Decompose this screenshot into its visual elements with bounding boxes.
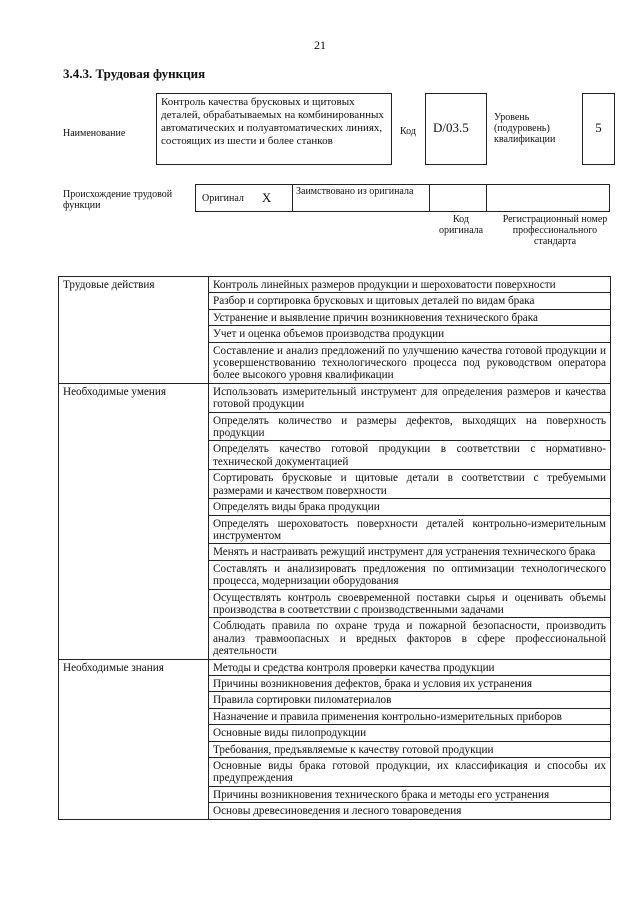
list-item: Правила сортировки пиломатериалов — [209, 692, 610, 708]
list-item: Соблюдать правила по охране труда и пожарной безопасности, производить анализ травмоопасных и вредных факторов в сфере профессиональной деятельности — [213, 620, 606, 658]
original-code-cell — [429, 184, 487, 212]
list-item: Учет и оценка объемов производства продукции — [209, 326, 610, 342]
list-item: Осуществлять контроль своевременной поставки сырья и оценивать объемы производства в соответствии с производственными задачами — [209, 590, 610, 619]
reg-number-caption: Регистрационный номер профессионального стандарта — [502, 214, 608, 247]
list-item: Определять виды брака продукции — [209, 499, 610, 515]
list-item: Разбор и сортировка брусковых и щитовых деталей по видам брака — [209, 293, 610, 309]
level-label: Уровень (подуровень) квалификации — [494, 112, 556, 145]
section-items — [209, 277, 611, 384]
list-item: Использовать измерительный инструмент для определения размеров и качества готовой продукции — [209, 384, 610, 413]
list-item: Назначение и правила применения контрольно-измерительных приборов — [209, 709, 610, 725]
section-title: 3.4.3. Трудовая функция — [63, 66, 206, 81]
list-item: Контроль линейных размеров продукции и шероховатости поверхности — [209, 277, 610, 293]
original-label: Оригинал — [202, 192, 244, 204]
list-item: Определять качество готовой продукции в соответствии с нормативно-технической документацией — [209, 441, 610, 470]
function-table — [58, 276, 611, 820]
list-item: Причины возникновения технического брака и методы его устранения — [209, 787, 610, 803]
section-row — [59, 277, 611, 384]
list-item: Методы и средства контроля проверки качества продукции — [209, 660, 610, 676]
section-items — [209, 659, 611, 819]
list-item: Причины возникновения дефектов, брака и условия их устранения — [209, 676, 610, 692]
list-item: Устранение и выявление причин возникновения технического брака — [209, 310, 610, 326]
function-name-box: Контроль качества брусковых и щитовых деталей, обрабатываемых на комбинированных автоматических и полуавтоматических линиях, состоящих из шести и более станков — [156, 93, 392, 165]
level-box: 5 — [582, 93, 615, 165]
list-item: Определять количество и размеры дефектов, выходящих на поверхность продукции — [209, 413, 610, 442]
reg-number-cell — [486, 184, 610, 212]
origin-row — [196, 184, 610, 212]
borrowed-cell: Заимствовано из оригинала — [292, 184, 430, 212]
list-item: Составлять и анализировать предложения по оптимизации технологического процесса, модернизации оборудования — [209, 561, 610, 590]
list-item: Менять и настраивать режущий инструмент для устранения технического брака — [209, 544, 610, 560]
section-title-cell: Необходимые знания — [59, 659, 209, 819]
origin-label: Происхождение трудовой функции — [63, 189, 173, 211]
original-mark: X — [261, 190, 272, 205]
list-item: Основные виды брака готовой продукции, их классификация и способы их предупреждения — [209, 758, 610, 787]
section-title-cell: Необходимые умения — [59, 383, 209, 659]
section-row — [59, 383, 611, 659]
list-item: Основы древесиноведения и лесного товароведения — [213, 805, 462, 818]
list-item: Определять шероховатость поверхности деталей контрольно-измерительным инструментом — [209, 516, 610, 545]
original-cell — [195, 184, 293, 212]
section-title-cell: Трудовые действия — [59, 277, 209, 384]
name-label: Наименование — [63, 128, 126, 139]
section-row — [59, 659, 611, 819]
original-code-caption: Код оригинала — [438, 214, 484, 236]
code-box: D/03.5 — [425, 93, 487, 165]
list-item: Основные виды пилопродукции — [209, 725, 610, 741]
code-label: Код — [400, 126, 416, 137]
section-items — [209, 383, 611, 659]
list-item: Требования, предъявляемые к качеству готовой продукции — [209, 742, 610, 758]
page-number: 21 — [314, 38, 326, 52]
list-item: Сортировать брусковые и щитовые детали в соответствии с требуемыми размерами и качеством поверхности — [209, 470, 610, 499]
list-item: Составление и анализ предложений по улучшению качества готовой продукции и усовершенствованию технологического процесса под руководством оператора более высокого уровня квалификации — [213, 344, 606, 382]
